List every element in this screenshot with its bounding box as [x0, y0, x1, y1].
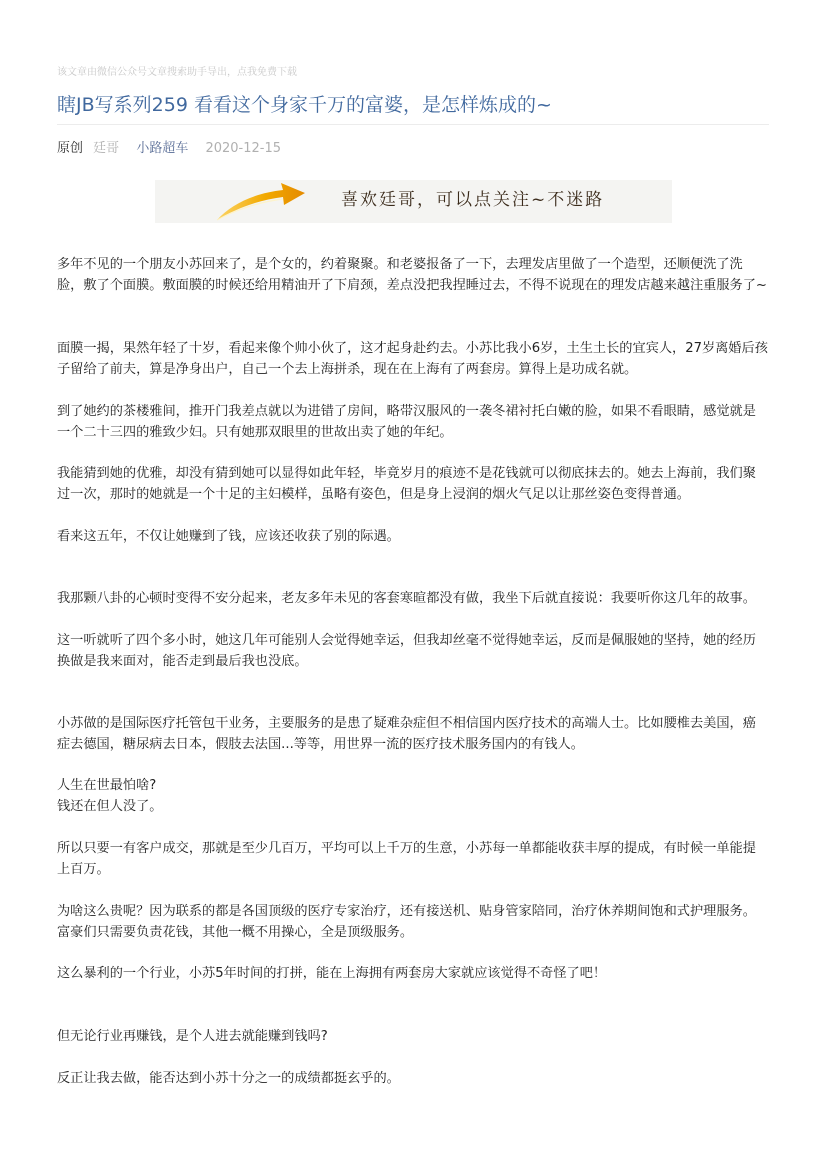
article-title: 瞎JB写系列259 看看这个身家千万的富婆，是怎样炼成的~ — [57, 94, 552, 116]
paragraph: 反正让我去做，能否达到小苏十分之一的成绩都挺玄乎的。 — [57, 1071, 400, 1086]
title-divider — [57, 124, 769, 125]
paragraph: 我能猜到她的优雅，却没有猜到她可以显得如此年轻，毕竟岁月的痕迹不是花钱就可以彻底抹去的。她去上海前，我们聚过一次，那时的她就是一个十足的主妇模样，虽略有姿色，但是身上浸润的烟火气足以让那丝姿色变得普通。 — [57, 466, 756, 502]
export-watermark[interactable]: 该文章由微信公众号文章搜索助手导出，点我免费下载 — [57, 67, 297, 78]
paragraph: 到了她约的茶楼雅间，推开门我差点就以为进错了房间，略带汉服风的一袭冬裙衬托白嫩的脸，如果不看眼睛，感觉就是一个二十三四的雅致少妇。只有她那双眼里的世故出卖了她的年纪。 — [57, 404, 756, 440]
paragraph: 面膜一揭，果然年轻了十岁，看起来像个帅小伙了，这才起身赴约去。小苏比我小6岁，土生土长的宜宾人，27岁离婚后孩子留给了前夫，算是净身出户，自己一个去上海拼杀，现在在上海有了两套房。算得上是功成名就。 — [57, 341, 768, 377]
follow-prompt-text: 喜欢廷哥，可以点关注~不迷路 — [341, 190, 605, 210]
paragraph: 多年不见的一个朋友小苏回来了，是个女的，约着聚聚。和老婆报备了一下，去理发店里做了一个造型，还顺便洗了洗脸，敷了个面膜。敷面膜的时候还给用精油开了下肩颈，差点没把我捏睡过去，不得不说现在的理发店越来越注重服务了~ — [57, 257, 767, 293]
paragraph: 小苏做的是国际医疗托管包干业务，主要服务的是患了疑难杂症但不相信国内医疗技术的高端人士。比如腰椎去美国，癌症去德国，糖尿病去日本，假肢去法国...等等，用世界一流的医疗技术服务国内的有钱人。 — [57, 716, 756, 752]
article-meta — [57, 140, 281, 158]
account-link[interactable]: 小路超车 — [136, 141, 189, 156]
paragraph: 这一听就听了四个多小时，她这几年可能别人会觉得她幸运，但我却丝毫不觉得她幸运，反而是佩服她的坚持，她的经历换做是我来面对，能否走到最后我也没底。 — [57, 633, 756, 669]
swoosh-arrow-icon — [155, 180, 335, 223]
paragraph: 钱还在但人没了。 — [57, 799, 163, 814]
paragraph: 看来这五年，不仅让她赚到了钱，应该还收获了别的际遇。 — [57, 529, 400, 544]
paragraph: 为啥这么贵呢？因为联系的都是各国顶级的医疗专家治疗，还有接送机、贴身管家陪同，治疗休养期间饱和式护理服务。富豪们只需要负责花钱，其他一概不用操心，全是顶级服务。 — [57, 904, 756, 940]
paragraph: 我那颗八卦的心顿时变得不安分起来，老友多年未见的客套寒暄都没有做，我坐下后就直接说：我要听你这几年的故事。 — [57, 591, 756, 606]
follow-banner — [155, 180, 672, 223]
author-name: 廷哥 — [93, 141, 120, 156]
original-badge: 原创 — [57, 141, 84, 156]
publish-date: 2020-12-15 — [205, 141, 282, 156]
paragraph: 这么暴利的一个行业，小苏5年时间的打拼，能在上海拥有两套房大家就应该觉得不奇怪了吧！ — [57, 966, 607, 981]
paragraph: 但无论行业再赚钱，是个人进去就能赚到钱吗? — [57, 1029, 328, 1044]
paragraph: 所以只要一有客户成交，那就是至少几百万，平均可以上千万的生意，小苏每一单都能收获丰厚的提成，有时候一单能提上百万。 — [57, 841, 756, 877]
paragraph: 人生在世最怕啥? — [57, 778, 157, 793]
